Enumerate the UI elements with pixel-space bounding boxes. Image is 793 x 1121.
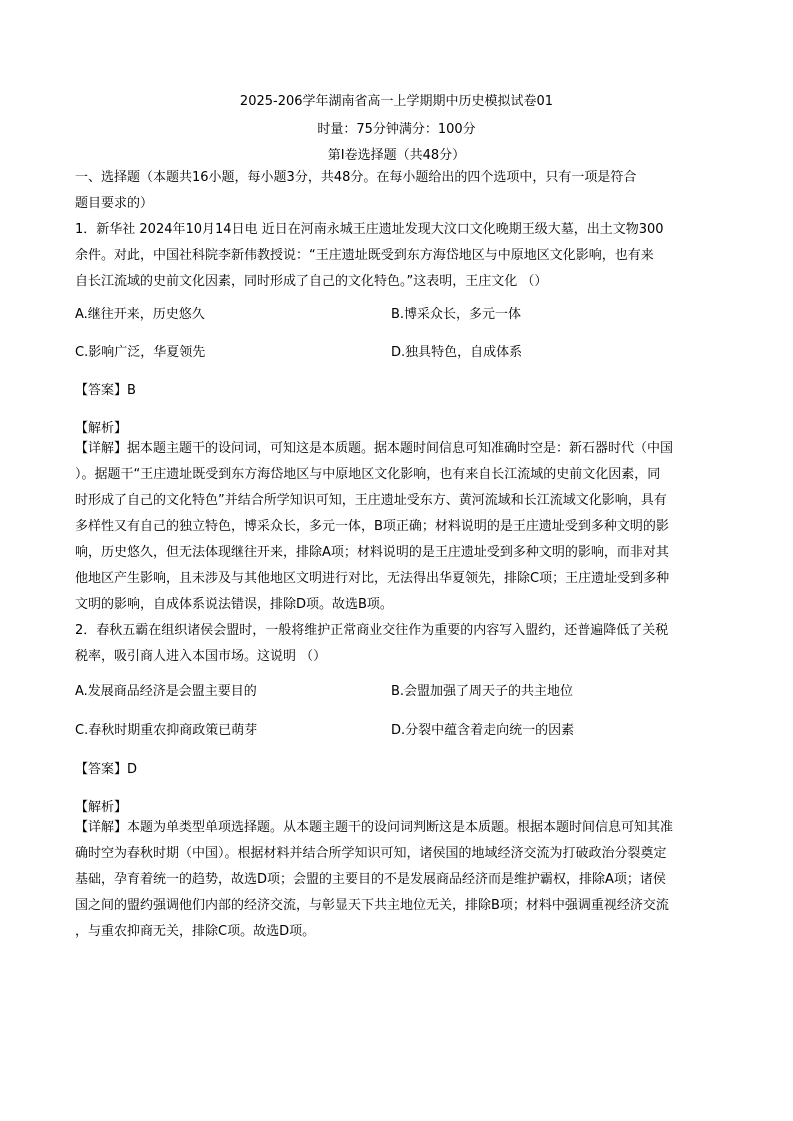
question-2-analysis [75, 815, 718, 945]
analysis-line: 他地区产生影响，且未涉及与其他地区文明进行对比，无法得出华夏领先，排除C项；王庄遗址受到多种 [75, 571, 670, 586]
instructions-line: 一、选择题（本题共16小题，每小题3分，共48分。在每小题给出的四个选项中，只有一项是符合 [75, 170, 637, 185]
question-2-analysis-label: 【解析】 [75, 800, 128, 815]
option-a: A.继往开来，历史悠久 [75, 307, 205, 322]
question-1-options-row-1 [75, 305, 718, 325]
analysis-line: 基础，孕育着统一的趋势，故选D项；会盟的主要目的不是发展商品经济而是维护霸权，排除A项；诸侯 [75, 872, 666, 887]
instructions-line: 题目要求的） [75, 196, 154, 211]
analysis-line: 国之间的盟约强调他们内部的经济交流，与彰显天下共主地位无关，排除B项；材料中强调重视经济交流 [75, 898, 669, 913]
question-1-stem [75, 217, 718, 295]
analysis-line: ，与重农抑商无关，排除C项。故选D项。 [75, 924, 316, 939]
question-1-options-row-2 [75, 343, 718, 363]
option-d: D.分裂中蕴含着走向统一的因素 [391, 723, 575, 738]
question-2-stem [75, 618, 718, 670]
instructions [75, 165, 718, 217]
exam-meta: 时量：75分钟满分：100分 [317, 122, 476, 137]
analysis-line: 响，历史悠久，但无法体现继往开来，排除A项；材料说明的是王庄遗址受到多种文明的影响，而非对其 [75, 545, 669, 560]
stem-line: 余件。对此，中国社科院李新伟教授说：“王庄遗址既受到东方海岱地区与中原地区文化影响，也有来 [75, 248, 654, 263]
option-b: B.博采众长，多元一体 [391, 307, 522, 322]
section-heading: 第Ⅰ卷选择题（共48分） [327, 148, 466, 163]
question-1-analysis [75, 436, 718, 618]
analysis-line: 时形成了自己的文化特色”并结合所学知识可知，王庄遗址受东方、黄河流域和长江流域文化影响，具有 [75, 493, 667, 508]
stem-line: 税率，吸引商人进入本国市场。这说明 （） [75, 649, 327, 664]
analysis-line: 【详解】本题为单类型单项选择题。从本题主题干的设问词判断这是本质题。根据本题时间信息可知其准 [75, 820, 674, 835]
question-1-answer: 【答案】B [75, 383, 136, 398]
analysis-line: 【详解】据本题主题干的设问词，可知这是本质题。据本题时间信息可知准确时空是：新石器时代（中国 [75, 441, 674, 456]
analysis-line: 多样性又有自己的独立特色，博采众长，多元一体，B项正确；材料说明的是王庄遗址受到多种文明的影 [75, 519, 669, 534]
analysis-line: ）。据题干“王庄遗址既受到东方海岱地区与中原地区文化影响，也有来自长江流域的史前文化因素，同 [75, 467, 661, 482]
question-1-analysis-label: 【解析】 [75, 421, 128, 436]
stem-line: 1．新华社 2024年10月14日电 近日在河南永城王庄遗址发现大汶口文化晚期王级大墓，出土文物300 [75, 222, 664, 237]
document-content [75, 92, 718, 945]
analysis-line: 文明的影响，自成体系说法错误，排除D项。故选B项。 [75, 597, 393, 612]
option-b: B.会盟加强了周天子的共主地位 [391, 684, 574, 699]
stem-line: 2．春秋五霸在组织诸侯会盟时，一般将维护正常商业交往作为重要的内容写入盟约，还普遍降低了关税 [75, 623, 669, 638]
option-d: D.独具特色，自成体系 [391, 345, 523, 360]
paper-title: 2025-206学年湖南省高一上学期期中历史模拟试卷01 [239, 94, 554, 109]
question-2-options-row-2 [75, 721, 718, 741]
option-a: A.发展商品经济是会盟主要目的 [75, 684, 257, 699]
question-2-answer: 【答案】D [75, 762, 138, 777]
analysis-line: 确时空为春秋时期（中国）。根据材料并结合所学知识可知，诸侯国的地域经济交流为打破政治分裂奠定 [75, 846, 667, 861]
option-c: C.影响广泛，华夏领先 [75, 345, 206, 360]
option-c: C.春秋时期重农抑商政策已萌芽 [75, 723, 258, 738]
stem-line: 自长江流域的史前文化因素，同时形成了自己的文化特色。”这表明，王庄文化 （） [75, 274, 548, 289]
question-2-options-row-1 [75, 682, 718, 702]
